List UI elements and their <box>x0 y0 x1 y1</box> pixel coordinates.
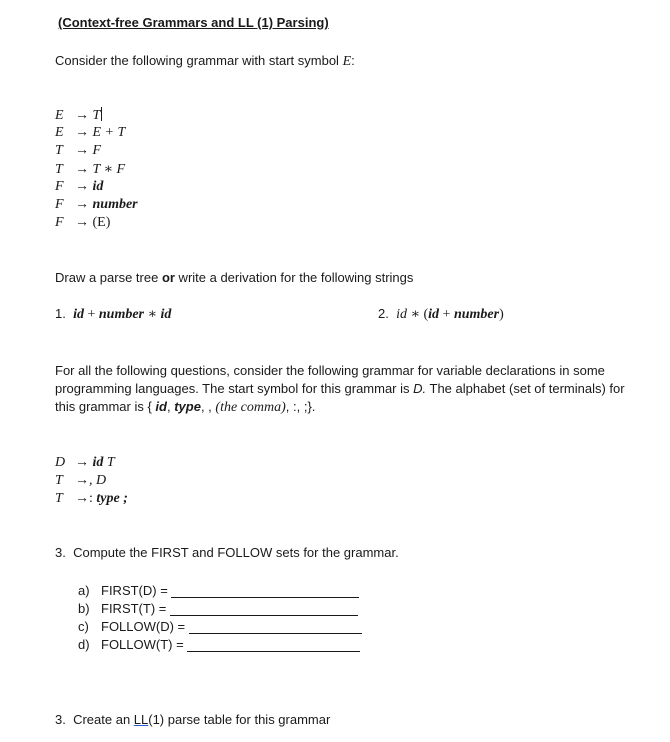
ll-spellcheck-word: LL <box>133 712 149 727</box>
first-d-item: a) FIRST(D) = <box>78 583 359 598</box>
grammar1-rule-2: E → E + T <box>55 125 126 140</box>
first-t-item: b) FIRST(T) = <box>78 601 358 616</box>
follow-d-answer-line[interactable] <box>189 621 362 634</box>
grammar1-rule-6: F → number <box>55 197 138 212</box>
grammar1-rule-5: F → id <box>55 179 104 194</box>
grammar2-rule-1: D → id T <box>55 455 115 470</box>
follow-t-item: d) FOLLOW(T) = <box>78 637 360 652</box>
follow-d-item: c) FOLLOW(D) = <box>78 619 362 634</box>
intro-colon: : <box>351 53 355 68</box>
intro-text <box>55 53 355 70</box>
grammar1-rule-1: E → T <box>55 108 101 123</box>
grammar1-rule-7: F → (E) <box>55 215 111 230</box>
intro-sentence: Consider the following grammar with start symbol <box>55 53 339 68</box>
question-first-follow: 3. Compute the FIRST and FOLLOW sets for the grammar. <box>55 545 399 560</box>
start-symbol-e: E <box>342 54 352 69</box>
string-1: 1. id + number ∗ id <box>55 306 172 322</box>
question-ll1-table: 3. Create an LL(1) parse table for this grammar <box>55 712 331 727</box>
grammar2-rule-3: T →: type ; <box>55 491 128 506</box>
grammar1-rule-3: T → F <box>55 143 102 158</box>
parse-instruction: Draw a parse tree or write a derivation for the following strings <box>55 270 414 285</box>
string-2: 2. id ∗ (id + number) <box>378 306 504 322</box>
follow-t-answer-line[interactable] <box>187 639 360 652</box>
text-cursor <box>101 107 102 121</box>
declaration-paragraph: For all the following questions, consider the following grammar for variable declarations in some programming languages. The start symbol for this grammar is D. The alphabet (set of terminals) for this grammar is { id, type, , (the comma), :, ;}. <box>55 363 625 415</box>
grammar2-rule-2: T →, D <box>55 473 107 488</box>
first-d-answer-line[interactable] <box>171 585 359 598</box>
grammar1-rule-4: T → T ∗ F <box>55 162 126 177</box>
first-t-answer-line[interactable] <box>170 603 358 616</box>
page-title: (Context-free Grammars and LL (1) Parsing) <box>58 15 329 30</box>
